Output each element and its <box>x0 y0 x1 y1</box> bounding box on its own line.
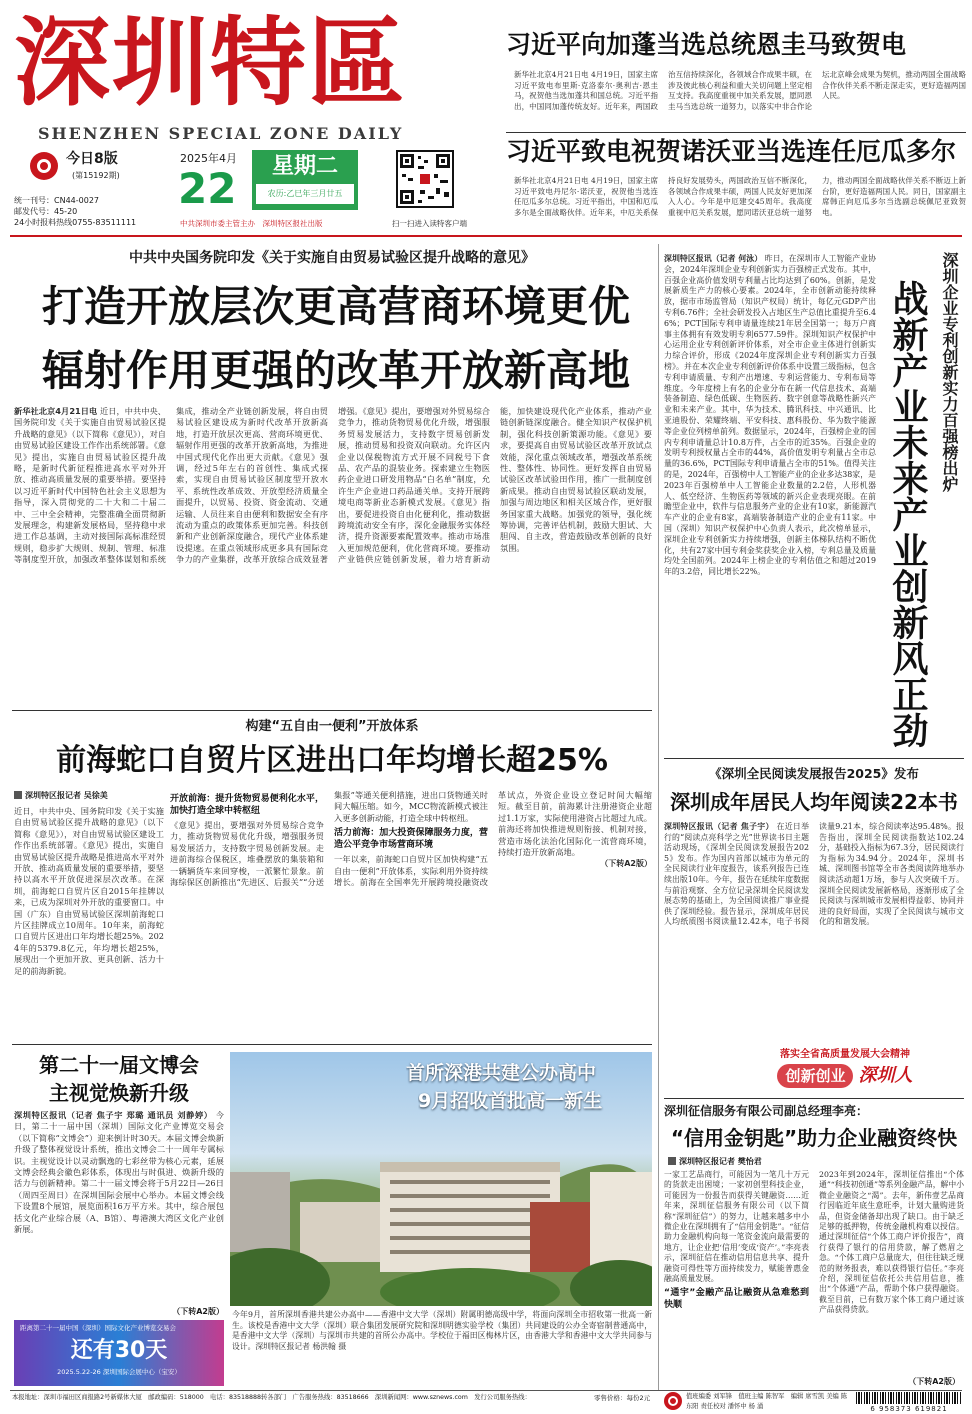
credit-more[interactable]: （下转A2版） <box>908 1377 960 1386</box>
credit-text: 一家工艺品商行，可能因为一笔几十万元的货款走出困境；一家初创型科技企业，可能因为一份报告而获得关键融资……近年来，深圳征信服务有限公司（以下简称“深圳征信”）的努力，让越来越多中小微企业在深圳拥有了“信用金钥匙”。“征信助力金融机构向每一笔资金流向最需要的地方，让企业把‘信用’变成‘资产’。”李亮表示，深圳征信在推动信用信息共享、提升融资可得性等方面持续发力，赋能普惠金融高质量发展。 <box>664 1170 809 1284</box>
qianhai-byline: 深圳特区报记者 吴徐美 <box>25 791 108 800</box>
sidebar-vertical-head: 深圳企业专利创新实力百强榜出炉 <box>940 252 959 492</box>
lead-kicker: 中共中央国务院印发《关于实施自由贸易试验区提升战略的意见》 <box>129 250 535 266</box>
qianhai-text-3: 一年以来，前海蛇口自贸片区加快构建“五自由一便利”开放体系，实际利用外资持续增长。前海在全国率先开展跨境投融资改革试点，外资企业设立登记时间大幅缩短。截至目前，前海累计注册港资企业超过1.1万家，实际使用港资占比超过九成。前海还将加快推进规则衔接、机制对接，营造市场化法治化国际化一流营商环境，持续打造开放新高地。 <box>334 790 652 888</box>
today-pages: 今日8版 <box>66 151 118 167</box>
qianhai-more[interactable]: （下转A2版） <box>600 859 652 869</box>
top-news-1-text: 新华社北京4月21日电 4月19日，国家主席习近平致电布里斯·克洛泰尔·奥利吉·恩圭马，祝贺他当选加蓬共和国总统。习近平指出，中国同加蓬传统友好。近年来，两国政治互信持续深化，各领域合作成果丰硕，在涉及彼此核心利益和重大关切问题上坚定相互支持。我高度重视中加关系发展，愿同恩圭马当选总统一道努力，以落实中非合作论坛北京峰会成果为契机，推动两国全面战略合作伙伴关系不断走深走实，更好造福两国人民。 <box>514 70 966 111</box>
lead-body <box>14 406 652 706</box>
top-news-2-title: 习近平致电祝贺诺沃亚当选连任厄瓜多尔 <box>506 137 957 166</box>
sidebar-byline: 深圳特区报讯（记者 何泳） <box>664 254 763 263</box>
weekday-box <box>252 150 358 210</box>
barcode <box>856 1392 962 1414</box>
top-news-1-title: 习近平向加蓬当选总统恩圭马致贺电 <box>506 30 907 59</box>
sidebar-text: 昨日，在深圳市人工智能产业协会，2024年深圳企业专利创新实力百强榜正式发布。其中，百强企业高价值发明专利量占比均达到了60%。创新，是发展新质生产力的核心要素。2024年，全市创新动能持续释放，据市市场监管局（知识产权局）统计，每亿元GDP产出专利6.76件；全社会研发投入占地区生产总值比重提升至6.46%；PCT国际专利申请量连续21年居全国第一；每万户商事主体拥有有效发明专利6577.59件。深圳知识产权保护中心运用企业专利创新评价体系，对全市企业主体进行创新实力综合评价，形成《2024年度深圳企业专利创新实力百强榜》。并在本次企业专利创新评价体系中设置三级指标，包含专利申请质量、专利产出增速、专利运营能力、专利布局等维度。今年度榜上有名的企业分布在新一代信息技术、高端装备制造、绿色低碳、生物医药、数字创意等战略性新兴产业和未来产业。其中，华为技术、腾讯科技、中兴通讯、比亚迪股份、荣耀终端、平安科技、惠科股份、华为数字能源等企业位列榜单前列。数据显示，2024年，百强榜企业的国内专利申请量总计10.8万件，占全市的近35%。百强企业的发明专利授权量占全市的44%，高价值发明专利量占全市总量的36.6%，PCT国际专利申请量占全市的51%。值得关注的是，2024年，百强榜中人工智能产业的企业多达38家，是2023年百强榜单中人工智能企业数量的2.2倍，人形机器人、低空经济、生物医药等领域的新兴企业表现亮眼。在前瞻型企业中，软件与信息服务产业的企业有10家，新能源汽车产业的企业有8家，高端装备制造产业的企业有11家。中国（深圳）知识产权保护中心负责人表示，此次榜单显示，深圳企业专利创新实力持续增强，创新主体梯队结构不断优化，共有27家中国专利金奖获奖企业入榜，专利总量及质量均处全国前列。2024年上榜企业的专利估值之和超过2019年的3.2倍，同比增长22%。 <box>664 254 876 577</box>
credit-byline: 深圳特区报记者 樊怡君 <box>679 1157 762 1166</box>
badge-line-3: 深圳人 <box>858 1065 913 1086</box>
school-headline-1: 首所深港共建公办高中 <box>406 1062 597 1084</box>
byline-square-icon <box>668 1157 676 1165</box>
qianhai-col1: 近日，中共中央、国务院印发《关于实施自由贸易试验区提升战略的意见》（以下简称《意见》），对自由贸易试验区建设工作作出系统部署。《意见》提出，实施自由贸易试验区提升战略是推进高水平对外开放、推动高质量发展的重要举措，要坚持以高水平开放促进深层次改革。在深圳，前海蛇口自贸片区自2015年挂牌以来，已成为深圳对外开放的重要窗口。中国（广东）自由贸易试验区深圳前海蛇口片区挂牌成立10周年。10年来，前海蛇口自贸片区进出口年均增长超25%。2024年的5379.8亿元，年均增长超25%，展现出一个更加开放、更具创新、活力十足的前海新貌。 <box>14 806 164 976</box>
qr-caption: 扫一扫进入读特客户端 <box>392 219 467 228</box>
masthead-title: 深圳特區 <box>14 6 406 119</box>
qianhai-byline-wrap <box>14 790 164 802</box>
qianhai-headline: 前海蛇口自贸片区进出口年均增长超25% <box>56 743 608 778</box>
sidebar-body <box>664 254 876 750</box>
school-caption: 今年9月，首所深圳香港共建公办高中——香港中文大学（深圳）附属明德高级中学，将面向深圳全市招收第一批高一新生。该校是香港中文大学（深圳）联合集团发展研究院和深圳明德实验学校（集团）共同建设的公办全寄宿制普通高中，是香港中文大学（深圳）与深圳市共建的首所公办高中。学校位于福田区梅林片区，由香港大学和香港中文大学共同参与设计。深圳特区报记者 杨洪翰 摄 <box>232 1310 652 1351</box>
lead-dateline: 新华社北京4月21日电 <box>14 406 98 416</box>
footer-address: 本报地址：深圳市福田区商报路2号新媒体大厦 邮政编码：518000 电话：83518888转各部门 广告服务热线：83518666 深圳新闻网：www.sznews.com 发行公司服务热线： <box>12 1394 531 1401</box>
lunar-date: 农历:乙巳年三月廿五 <box>256 184 354 204</box>
qianhai-subhead-1: 开放前海：提升货物贸易便利化水平，加快打造全球中转枢纽 <box>170 794 324 816</box>
reading-byline: 深圳特区报讯（记者 焦子宇） <box>664 822 774 831</box>
hotline: 24小时报料热线0755-83511111 <box>14 218 137 227</box>
qianhai-cols <box>170 790 652 1040</box>
countdown-dates: 2025.5.22-26 深圳国际会展中心（宝安） <box>57 1368 181 1376</box>
footer-editors: 值班编委 刘军锋 值班主编 陈智军 编辑 席雪凯 美编 陈东阳 责任校对 潘怀中 杨 涌 <box>686 1393 848 1410</box>
divider <box>664 758 964 759</box>
date-day: 22 <box>178 164 237 213</box>
wenbo-more[interactable]: （下转A2版） <box>172 1307 224 1316</box>
masthead-rule <box>10 235 962 237</box>
paper-logo-icon <box>30 152 58 180</box>
unified-number: 统一刊号：CN44-0027 <box>14 196 99 205</box>
credit-text-2: 2023年到2024年，深圳征信推出“个体通”“科技初创通”等系列金融产品，解中小微企业融资之“渴”。去年，新伟壹艺品商行因临近年底生意旺季，计划大量购进货品，但资金储备却出现了缺口。由于缺乏足够的抵押物，传统金融机构难以授信。通过深圳征信“个体工商户评价报告”，商行获得了银行的信用贷款，解了燃眉之急。“个体工商户总量庞大，但往往缺乏规范的财务报表，难以获得银行信任。”李亮介绍，深圳征信依托公共信用信息，推出“个体通”产品，帮助个体户获得融资。截至目前，已有数万家个体工商户通过该产品获得贷款。 <box>819 1170 964 1315</box>
reading-headline: 深圳成年居民人均年阅读22本书 <box>670 790 958 814</box>
barcode-number: 6 958373 619821 <box>870 1405 948 1413</box>
school-photo <box>230 1052 652 1306</box>
footer-price: 零售价格：每份2元 <box>594 1394 651 1402</box>
reading-kicker: 《深圳全民阅读发展报告2025》发布 <box>709 766 919 781</box>
footer-logo-icon <box>664 1392 682 1410</box>
school-headline-2: 9月招收首批高一新生 <box>418 1090 603 1112</box>
top-news-2-text: 新华社北京4月21日电 4月19日，国家主席习近平致电丹尼尔·诺沃亚，祝贺他当选连任厄瓜多尔总统。习近平指出，中国和厄瓜多尔是全面战略伙伴。近年来，中厄关系保持良好发展势头，两国政治互信不断深化，各领域合作成果丰硕，两国人民友好更加深入人心。今年是中厄建交45周年。我高度重视中厄关系发展，愿同诺沃亚总统一道努力，推动两国全面战略伙伴关系不断迈上新台阶，更好造福两国人民。同日，国家副主席韩正向厄瓜多尔当选副总统佩尼亚致贺电。 <box>514 176 966 217</box>
reading-body <box>664 822 964 1042</box>
date-year-month: 2025年4月 <box>180 152 237 165</box>
wenbo-text: 今日，第二十一届中国（深圳）国际文化产业博览交易会（以下简称“文博会”）迎来倒计时30天。本届文博会焕新升级了整体视觉设计系统，推出文博会二十一周年专属标识。主视觉设计以灵动飘逸的七彩丝带为核心元素，延展文博会经典会徽色彩体系，体现出与时俱进、焕新升级的活力与创新精神。第二十一届文博会将于5月22日—26日（周四至周日）在深圳国际会展中心举办。本届文博会线下设置8个展馆，展览面积16万平方米。其中，综合展包括文化产业综合展（A、B馆）、粤港澳大湾区文化产业创新展。 <box>14 1110 224 1235</box>
wenbo-body <box>14 1110 224 1306</box>
divider <box>12 1044 652 1045</box>
issue-number: (第15192期) <box>72 171 120 180</box>
badge-line-1: 落实全省高质量发展大会精神 <box>780 1049 910 1060</box>
credit-body <box>664 1170 964 1376</box>
byline-square-icon <box>14 791 22 799</box>
sponsor-line: 中共深圳市委主管主办 深圳特区报社出版 <box>180 219 323 228</box>
weekday: 星期二 <box>271 154 338 179</box>
masthead-title-en: SHENZHEN SPECIAL ZONE DAILY <box>38 124 404 143</box>
qianhai-kicker: 构建“五自由一便利”开放体系 <box>245 719 419 734</box>
postal-code: 邮发代号：45-20 <box>14 207 78 216</box>
barcode-bars <box>856 1392 962 1404</box>
wenbo-countdown-banner <box>14 1320 224 1386</box>
divider <box>12 710 652 711</box>
lead-headline-1: 打造开放层次更高营商环境更优 <box>41 282 630 331</box>
innovation-badge <box>730 1048 960 1096</box>
credit-kicker: 深圳征信服务有限公司副总经理李亮： <box>664 1104 869 1118</box>
lead-headline-2: 辐射作用更强的改革开放新高地 <box>41 346 630 395</box>
reading-text: 在近日举行的“阅读点亮科学之光”世界读书日主题活动现场，《深圳全民阅读发展报告2025》发布。作为国内首部以城市为单元的全民阅读行业年度报告，该系列报告已连续出版10年。今年，报告在延续年度数据与前沿观察、全方位记录深圳全民阅读发展态势的基础上，为全国阅读推广事业提供了深圳经验。报告显示，深圳成年居民人均纸质图书阅读量12.42本，电子书阅读量9.21本，综合阅读率达95.48%。报告指出，深圳全民阅读指数达102.24分，基础投入指标为67.3分，居民阅读行为指标为34.94分。2024年，深圳书城、深圳图书馆等全市各类阅读阵地举办阅读活动超1万场，参与人次突破千万。深圳全民阅读发展新格局，逐渐形成了全民阅读与深圳城市发展相得益彰、协同并进的良好局面，实现了全民阅读与城市文化的和谐发展。 <box>664 822 964 927</box>
badge-line-2: 创新创业 <box>777 1064 853 1088</box>
divider <box>664 1098 964 1099</box>
countdown-label: 距离第二十一届中国（深圳）国际文化产业博览交易会 <box>20 1324 176 1332</box>
wenbo-headline-2: 主视觉焕新升级 <box>49 1081 189 1105</box>
credit-headline: “信用金钥匙”助力企业融资终快 <box>670 1126 958 1150</box>
credit-byline-wrap <box>668 1156 808 1168</box>
qianhai-subhead-2: 活力前海：加大投资保障服务力度，营造公平竞争市场营商环境 <box>334 828 488 851</box>
sidebar-headline: 战新产业未来产业创新风正劲 <box>887 280 928 748</box>
credit-subhead: “通宇”金融产品让融资从急难愁到快顺 <box>664 1288 809 1311</box>
footer-rule <box>10 1390 962 1391</box>
qianhai-text-2: 《意见》提出，要增强对外贸易综合竞争力，推动货物贸易优化升级，增强服务贸易发展活力，支持数字贸易创新发展。走进前海综合保税区，堆叠摆放的集装箱和一辆辆货车来回穿梭，一派繁忙景象。前海综保区创新推出“先进区、后报关”“分送集报”等通关便利措施，进出口货物通关时间大幅压缩。如今，MCC物流新模式被注入更多创新动能，打造全球中转枢纽。 <box>170 790 488 888</box>
lead-text: 近日，中共中央、国务院印发《关于实施自由贸易试验区提升战略的意见》（以下简称《意见》），对自由贸易试验区建设工作作出系统部署。《意见》提出，实施自由贸易试验区提升战略，是新时代新征程推进高水平对外开放、推动高质量发展的重要举措。要坚持以习近平新时代中国特色社会主义思想为指导，深入贯彻党的二十大和二十届二中、三中全会精神，完整准确全面贯彻新发展理念，构建新发展格局，坚持稳中求进工作总基调，主动对接国际高标准经贸规则，稳步扩大规则、规制、管理、标准等制度型开放，加强改革整体谋划和系统集成，推动全产业链创新发展，将自由贸易试验区建设成为新时代改革开放新高地，打造开放层次更高、营商环境更优、辐射作用更强的改革开放新高地，为推进中国式现代化作出更大贡献。《意见》强调，经过5年左右的首创性、集成式探索，实现自由贸易试验区制度型开放水平、系统性改革成效、开放型经济质量全面提升，以贸易、投资、资金流动、交通运输、人员往来自由便利和数据安全有序流动为重点的政策体系更加完善。科技创新和产业创新深度融合，现代产业体系建设提速。在重点领域形成更多具有国际竞争力的产业集群，改革开放综合成效显著增强。《意见》提出，要增强对外贸易综合竞争力，推动货物贸易优化升级，增强服务贸易发展活力，支持数字贸易创新发展，推动贸易和投资双向联动。允许区内企业以保税物流方式开展不同税号下食品、农产品的混装业务。探索建立生物医药企业进口研发用物品“白名单”制度，允许生产企业进口药品通关单。支持开展跨境电商等新业态新模式发展。《意见》指出，要促进投资自由化便利化，推动数据跨境流动安全有序，深化金融服务实体经济，提升资源要素配置效率。推动市场准入更加规范便利，优化营商环境。要推动产业链供应链创新发展，着力培育新动能，加快建设现代化产业体系，推动产业链创新链深度融合。健全知识产权保护机制，强化科技创新策源功能。《意见》要求，要提高自由贸易试验区改革开放试点效能，深化重点领域改革，增强改革系统性、整体性、协同性。更好发挥自由贸易试验区改革试验田作用，推广一批制度创新成果。推动自由贸易试验区联动发展，加强与周边地区和相关区域合作，更好服务国家重大战略。加强党的领导，强化统筹协调，完善评估机制，鼓励大胆试、大胆闯、自主改，营造鼓励改革创新的良好氛围。 <box>14 406 652 565</box>
countdown-days: 还有30天 <box>70 1338 168 1363</box>
wenbo-headline-1: 第二十一届文博会 <box>39 1053 199 1077</box>
wenbo-byline: 深圳特区报讯（记者 焦子宇 郑璐 通讯员 刘静婷） <box>14 1110 213 1120</box>
column-divider <box>658 244 659 1390</box>
qr-code[interactable] <box>396 150 454 208</box>
